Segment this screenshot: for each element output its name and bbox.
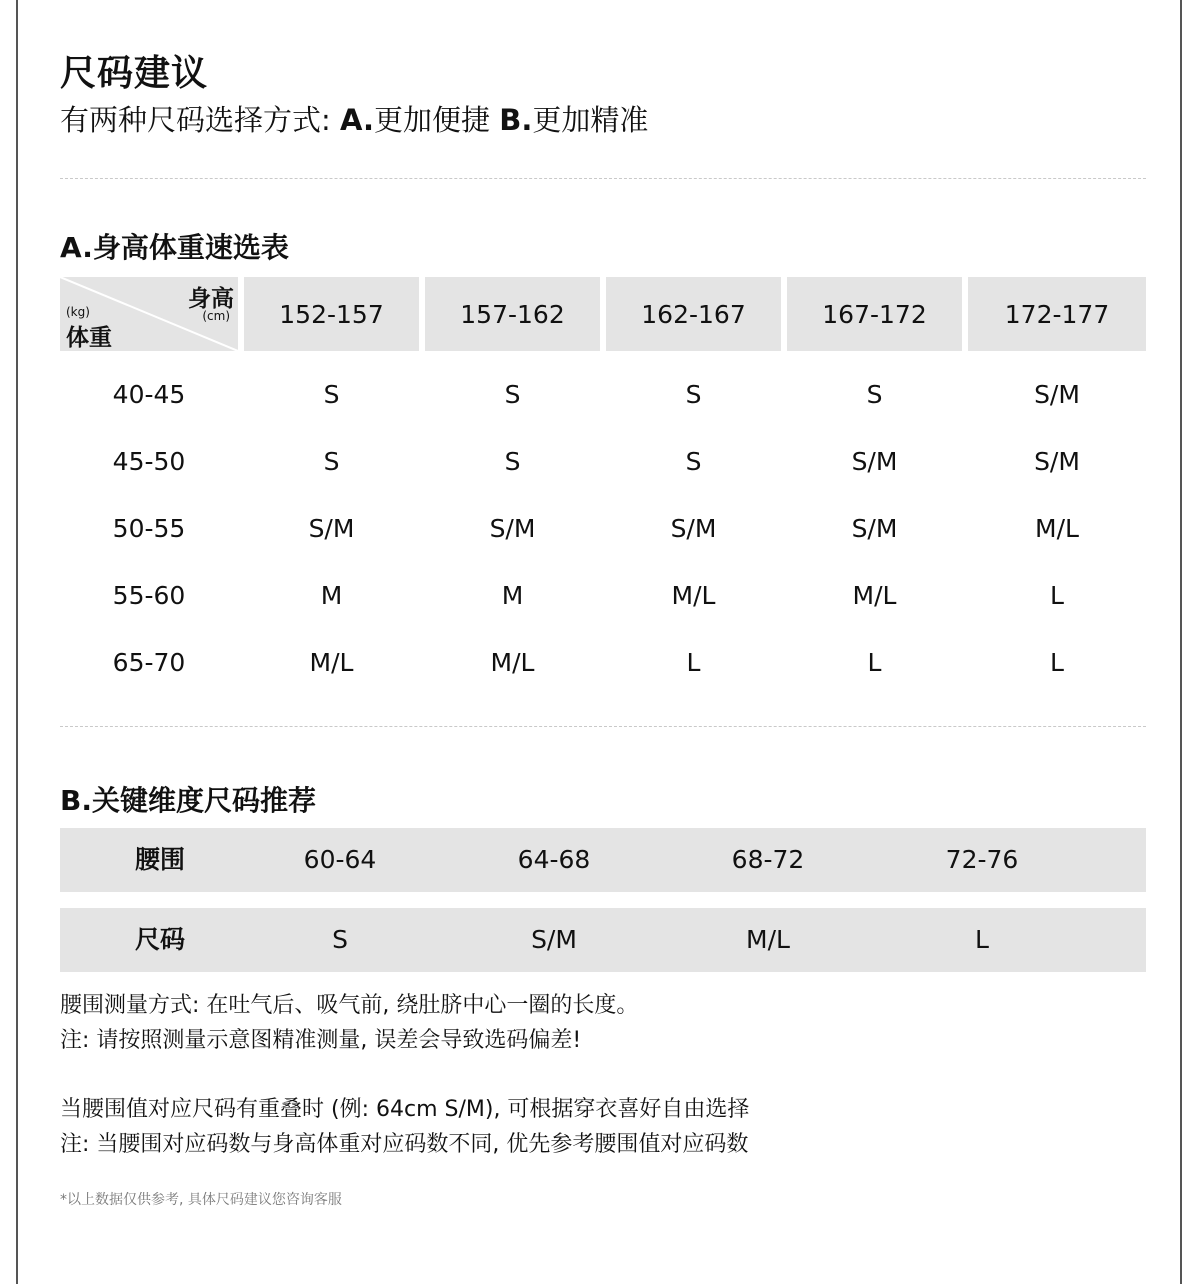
- size-cell: M/L: [309, 648, 354, 677]
- table-corner-cell: [60, 277, 238, 351]
- height-unit: (cm): [202, 309, 230, 323]
- subtitle-a-marker: A.: [340, 103, 374, 137]
- size-cell: L: [686, 648, 701, 677]
- height-header-cell: 172-177: [968, 277, 1146, 351]
- size-cell: S/M: [1034, 380, 1080, 409]
- note-measure-method: 腰围测量方式: 在吐气后、吸气前, 绕肚脐中心一圈的长度。: [60, 993, 639, 1018]
- weight-cell: 40-45: [112, 380, 186, 409]
- height-header-cell: 162-167: [606, 277, 781, 351]
- size-label: 尺码: [134, 925, 185, 954]
- size-cell: S: [504, 380, 521, 409]
- size-cell: M/L: [490, 648, 535, 677]
- size-cell: S/M: [308, 514, 355, 543]
- section-a-title: A.身高体重速选表: [60, 231, 289, 264]
- size-cell: S/M: [670, 514, 717, 543]
- size-cell: S/M: [851, 447, 898, 476]
- size-cell: L: [867, 648, 882, 677]
- size-cell: S: [685, 380, 702, 409]
- subtitle-prefix: 有两种尺码选择方式:: [60, 103, 340, 137]
- height-header-cell: 152-157: [244, 277, 419, 351]
- waist-value: 72-76: [945, 845, 1019, 874]
- size-cell: S: [685, 447, 702, 476]
- table-row: [60, 428, 1146, 495]
- size-cell: S: [504, 447, 521, 476]
- size-cell: M: [320, 581, 343, 610]
- size-value: S: [332, 925, 348, 954]
- page-subtitle: [60, 98, 648, 139]
- section-b-title: B.关键维度尺码推荐: [60, 784, 316, 817]
- size-value: S/M: [531, 925, 577, 954]
- size-value: L: [975, 925, 989, 954]
- size-cell: S/M: [851, 514, 898, 543]
- note-overlap: 当腰围值对应尺码有重叠时 (例: 64cm S/M), 可根据穿衣喜好自由选择: [60, 1097, 750, 1122]
- table-header-row: [60, 277, 1146, 351]
- weight-cell: 45-50: [112, 447, 186, 476]
- waist-row: [60, 828, 1146, 892]
- weight-cell: 65-70: [112, 648, 186, 677]
- divider-top: [60, 178, 1146, 179]
- subtitle-b-text: 更加精准: [532, 103, 649, 137]
- page-title: 尺码建议: [60, 53, 209, 94]
- subtitle-b-marker: B.: [499, 103, 533, 137]
- weight-unit: (kg): [66, 305, 90, 319]
- weight-cell: 55-60: [112, 581, 186, 610]
- height-label: 身高: [188, 286, 234, 312]
- table-row: [60, 361, 1146, 428]
- size-cell: L: [1050, 648, 1064, 677]
- table-row: [60, 562, 1146, 629]
- size-value: M/L: [746, 925, 790, 954]
- size-cell: M/L: [671, 581, 716, 610]
- waist-value: 64-68: [517, 845, 591, 874]
- weight-label: 体重: [66, 325, 112, 351]
- size-cell: S/M: [1034, 447, 1080, 476]
- size-cell: M/L: [1035, 514, 1079, 543]
- table-row: [60, 495, 1146, 562]
- waist-value: 68-72: [731, 845, 805, 874]
- size-cell: S: [323, 447, 340, 476]
- size-cell: L: [1050, 581, 1064, 610]
- height-weight-table: [60, 277, 1146, 696]
- waist-label: 腰围: [134, 845, 185, 874]
- height-header-cell: 167-172: [787, 277, 962, 351]
- note-priority: 注: 当腰围对应码数与身高体重对应码数不同, 优先参考腰围值对应码数: [60, 1132, 749, 1157]
- size-cell: M: [501, 581, 524, 610]
- note-measure-warning: 注: 请按照测量示意图精准测量, 误差会导致选码偏差!: [60, 1028, 582, 1053]
- height-header-cell: 157-162: [425, 277, 600, 351]
- table-row: [60, 629, 1146, 696]
- size-cell: S: [323, 380, 340, 409]
- divider-middle: [60, 726, 1146, 727]
- size-row: [60, 908, 1146, 972]
- weight-cell: 50-55: [112, 514, 186, 543]
- waist-value: 60-64: [303, 845, 377, 874]
- subtitle-a-text: 更加便捷: [374, 103, 500, 137]
- size-cell: S: [866, 380, 883, 409]
- size-cell: M/L: [852, 581, 897, 610]
- size-cell: S/M: [489, 514, 536, 543]
- footer-disclaimer: *以上数据仅供参考, 具体尺码建议您咨询客服: [60, 1192, 342, 1208]
